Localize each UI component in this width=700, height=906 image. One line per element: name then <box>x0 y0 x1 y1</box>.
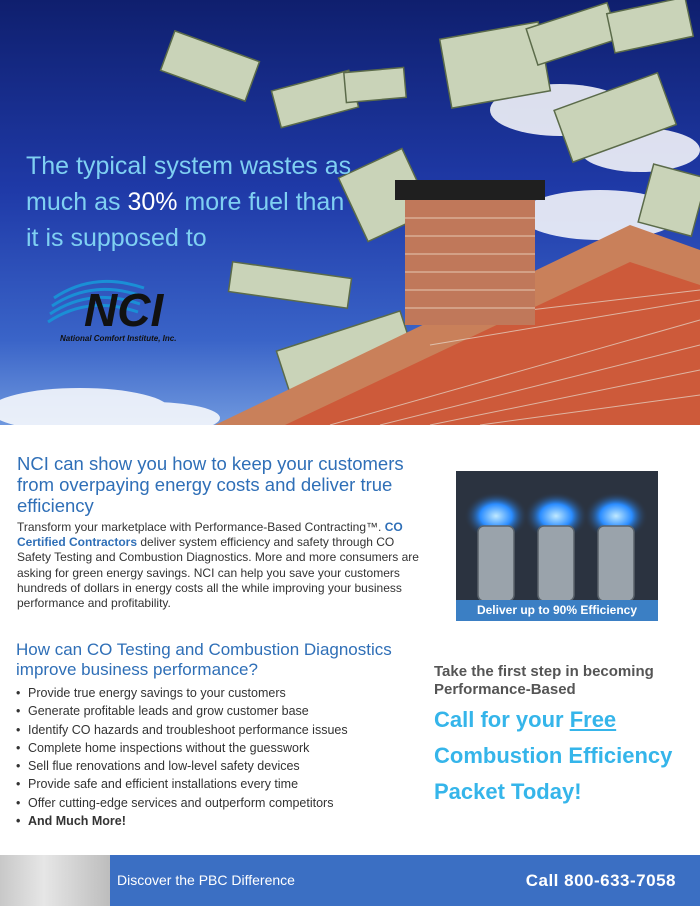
headline-percent: 30% <box>127 188 178 216</box>
footer-phone[interactable]: Call 800-633-7058 <box>525 871 676 890</box>
intro-body <box>17 520 427 611</box>
footer-discover-link[interactable]: Discover the PBC Difference <box>117 872 295 888</box>
list-item: • Generate profitable leads and grow customer base <box>16 702 348 720</box>
intro-body-bold: CO Certified Contractors <box>17 520 403 550</box>
footer <box>0 855 700 906</box>
cta-call-text: Call for your <box>434 707 570 732</box>
cta-block <box>434 702 694 810</box>
list-item: • Provide true energy savings to your customers <box>16 684 348 702</box>
list-item: • Provide safe and efficient installations every time <box>16 775 348 793</box>
burner-photo <box>456 471 658 621</box>
hero-headline <box>26 148 356 256</box>
photo-caption: Deliver up to 90% Efficiency <box>456 600 658 621</box>
list-item: • Complete home inspections without the guesswork <box>16 739 348 757</box>
list-item: • Offer cutting-edge services and outperform competitors <box>16 794 348 812</box>
cta-line-3: Packet Today! <box>434 779 582 804</box>
intro-heading: NCI can show you how to keep your customers from overpaying energy costs and deliver true efficiency <box>17 453 404 516</box>
footer-stripe <box>0 855 110 906</box>
cta-lead: Take the first step in becoming Performance-Based <box>434 663 654 698</box>
nci-logo-text: NCI <box>84 284 164 336</box>
headline-text-1: The typical system wastes as much as <box>26 152 352 216</box>
cta-free-link[interactable]: Free <box>569 707 617 732</box>
benefits-list <box>16 684 348 830</box>
list-item: • Identify CO hazards and troubleshoot performance issues <box>16 721 348 739</box>
headline-text-2: more fuel than it is supposed to <box>26 188 345 252</box>
nci-logo-caption: National Comfort Institute, Inc. <box>60 334 177 343</box>
cta-line-1 <box>434 702 694 738</box>
list-item: • And Much More! <box>16 812 348 830</box>
list-item: • Sell flue renovations and low-level safety devices <box>16 757 348 775</box>
intro-body-2: deliver system efficiency and safety through CO Safety Testing and Combustion Diagnostics. More and more consumers are asking for green energy savings. NCI can help you save your customers hundreds of dollars in energy costs all the while improving your business performance and profitability. <box>17 535 419 611</box>
cta-line-2: Combustion Efficiency <box>434 743 673 768</box>
hero-banner <box>0 0 700 425</box>
burner-illustration <box>456 471 658 621</box>
benefits-heading: How can CO Testing and Combustion Diagnostics improve business performance? <box>16 640 392 679</box>
intro-body-1: Transform your marketplace with Performance-Based Contracting™. <box>17 520 382 534</box>
